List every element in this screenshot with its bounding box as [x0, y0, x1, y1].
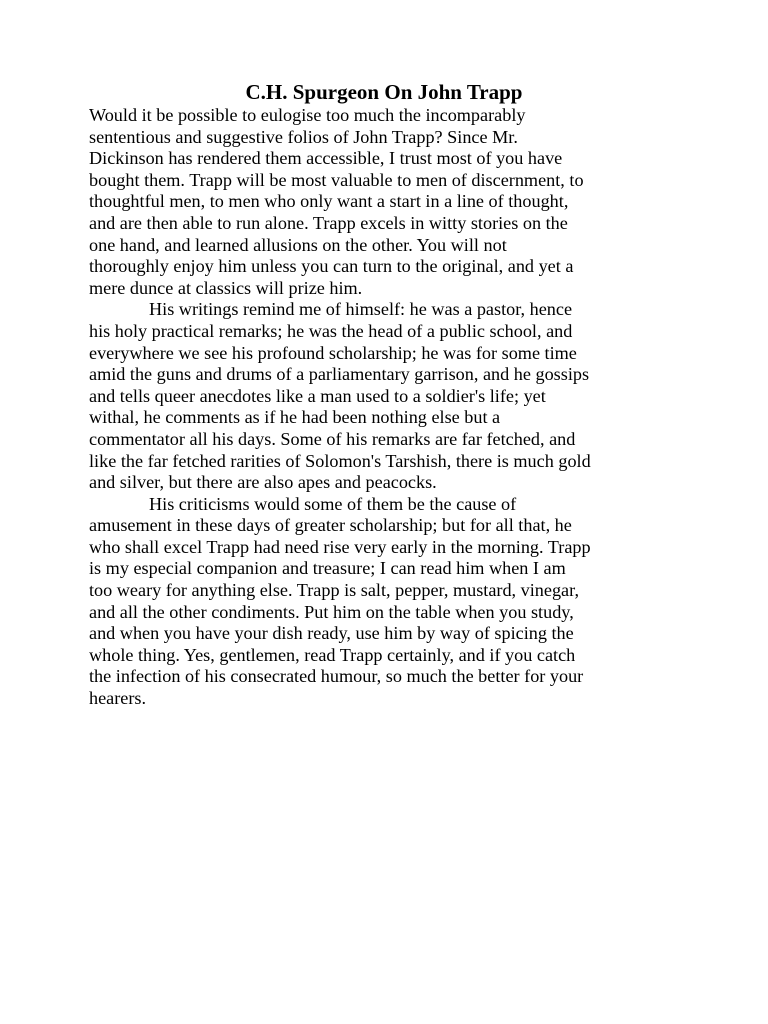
paragraph-1: Would it be possible to eulogise too much the incomparably sententious and suggestive folios of John Trapp? Since Mr. Dickinson has rendered them accessible, I trust most of you have bought them. Trapp will be most valuable to men of discernment, to thoughtful men, to men who only want a start in a line of thought, and are then able to run alone. Trapp excels in witty stories on the one hand, and learned allusions on the other. You will not thoroughly enjoy him unless you can turn to the original, and yet a mere dunce at classics will prize him.: [89, 105, 584, 298]
document-body: [89, 105, 689, 710]
paragraph-3: His criticisms would some of them be the cause of amusement in these days of greater scholarship; but for all that, he who shall excel Trapp had need rise very early in the morning. Trapp is my especial companion and treasure; I can read him when I am too weary for anything else. Trapp is salt, pepper, mustard, vinegar, and all the other condiments. Put him on the table when you study, and when you have your dish ready, use him by way of spicing the whole thing. Yes, gentlemen, read Trapp certainly, and if you catch the infection of his consecrated humour, so much the better for your hearers.: [89, 493, 591, 709]
paragraph-2: His writings remind me of himself: he was a pastor, hence his holy practical remarks; he was the head of a public school, and everywhere we see his profound scholarship; he was for some time amid the guns and drums of a parliamentary garrison, and he gossips and tells queer anecdotes like a man used to a soldier's life; yet withal, he comments as if he had been nothing else but a commentator all his days. Some of his remarks are far fetched, and like the far fetched rarities of Solomon's Tarshish, there is much gold and silver, but there are also apes and peacocks.: [89, 299, 591, 493]
document-title: C.H. Spurgeon On John Trapp: [245, 80, 523, 104]
